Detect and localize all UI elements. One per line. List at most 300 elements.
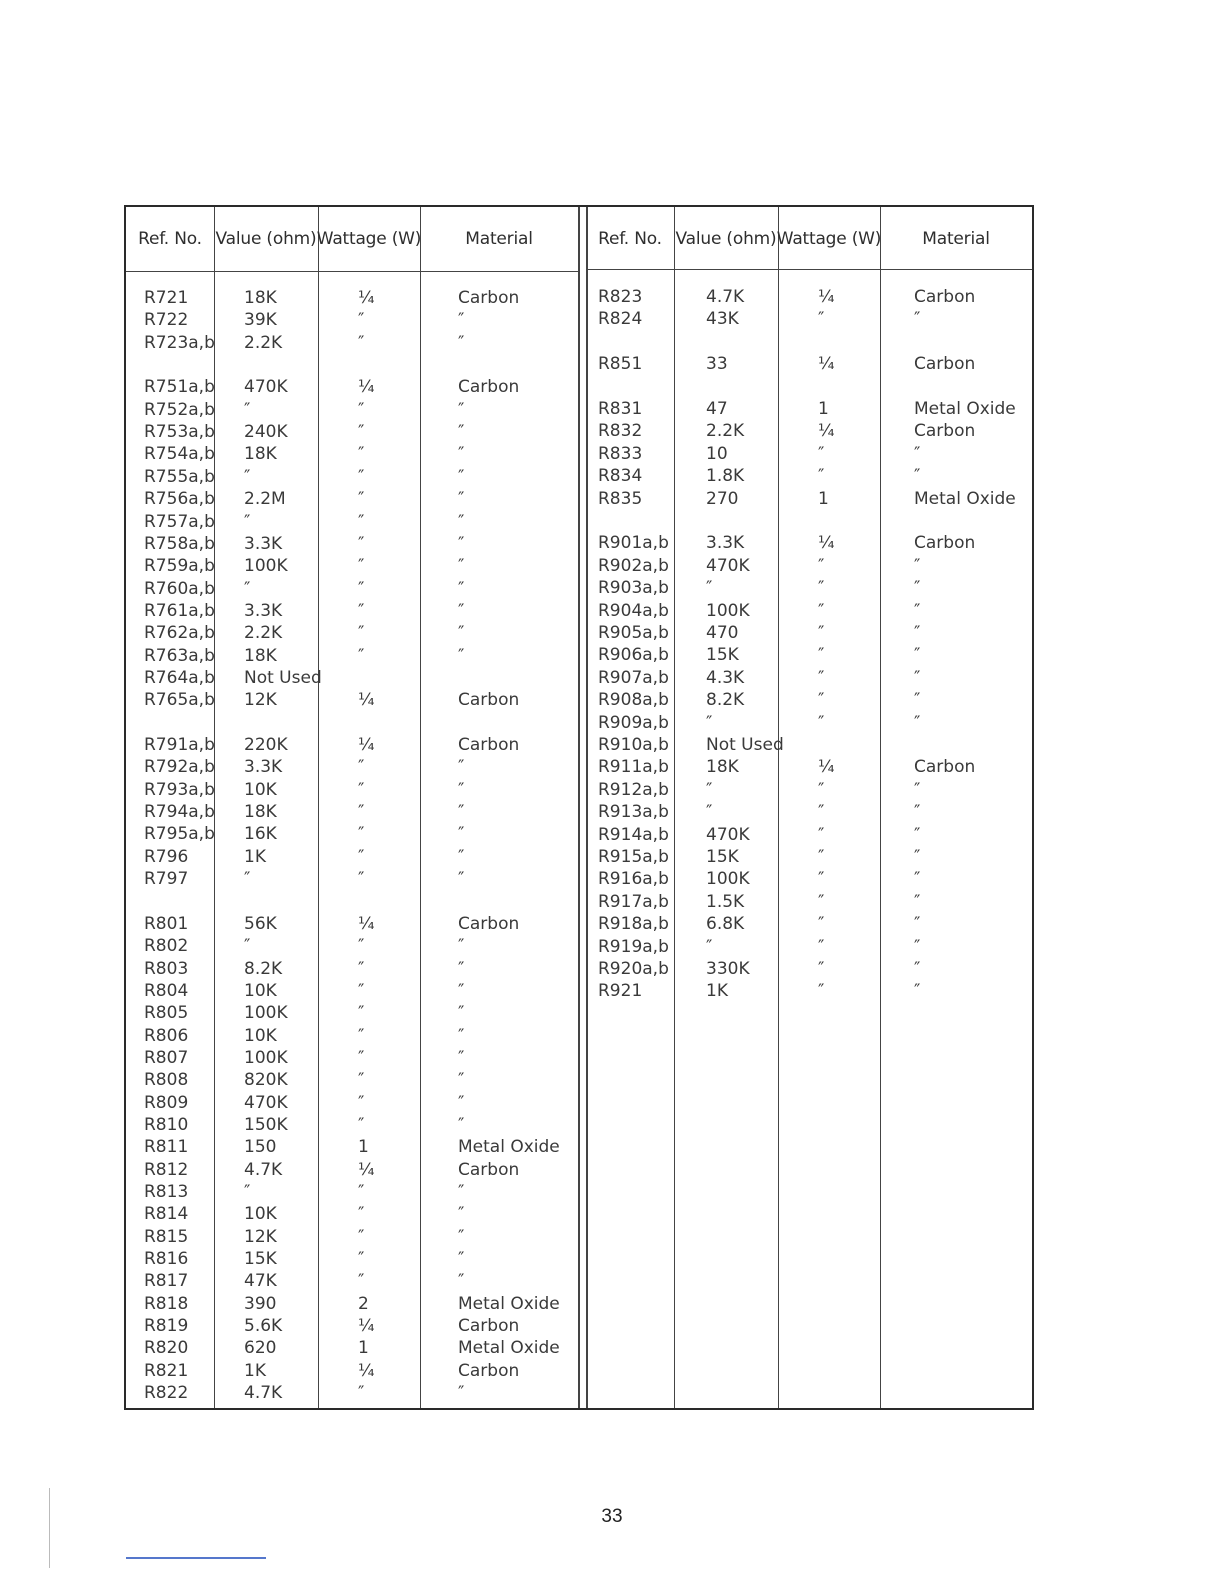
cell-material: ″ <box>458 869 465 890</box>
cell-material: ″ <box>458 1271 465 1292</box>
page-number: 33 <box>601 1506 623 1527</box>
cell-ref: R921 <box>598 981 643 1002</box>
cell-wattage: ″ <box>358 936 365 957</box>
header-ref-no: Ref. No. <box>598 229 662 249</box>
header-wattage: Wattage (W) <box>316 229 422 249</box>
header-ref-no: Ref. No. <box>138 229 202 249</box>
cell-ref: R765a,b <box>144 690 215 711</box>
cell-value: 18K <box>244 288 277 308</box>
cell-ref: R809 <box>144 1092 189 1113</box>
cell-ref: R910a,b <box>598 735 669 755</box>
cell-value: 100K <box>244 556 288 577</box>
cell-value: 12K <box>244 690 277 711</box>
cell-material: ″ <box>458 779 465 800</box>
cell-ref: R752a,b <box>144 399 215 420</box>
cell-ref: R721 <box>144 288 189 308</box>
table-body <box>126 207 1032 1408</box>
cell-material: ″ <box>458 980 465 1001</box>
cell-material: ″ <box>458 936 465 957</box>
cell-ref: R805 <box>144 1003 189 1024</box>
cell-value: 390 <box>244 1293 277 1314</box>
cell-ref: R811 <box>144 1137 189 1158</box>
cell-ref: R796 <box>144 846 189 867</box>
cell-wattage: ¼ <box>358 1316 375 1337</box>
cell-value: 470 <box>706 623 739 643</box>
cell-wattage: ¼ <box>358 288 375 308</box>
cell-wattage: ″ <box>818 891 825 912</box>
cell-material: ″ <box>458 1226 465 1247</box>
cell-ref: R920a,b <box>598 959 669 979</box>
cell-material: ″ <box>914 891 921 912</box>
cell-material: ″ <box>914 847 921 867</box>
cell-wattage: ″ <box>818 466 825 487</box>
cell-wattage: ″ <box>818 959 825 979</box>
cell-material: ″ <box>914 869 921 890</box>
cell-material: ″ <box>458 332 465 353</box>
cell-wattage: ″ <box>818 600 825 621</box>
cell-value: 15K <box>244 1249 277 1270</box>
cell-material: Metal Oxide <box>458 1137 560 1158</box>
cell-wattage: ″ <box>358 1025 365 1046</box>
cell-wattage: ¼ <box>818 287 835 307</box>
cell-wattage: ″ <box>358 958 365 979</box>
cell-value: Not Used <box>706 735 784 755</box>
cell-ref: R792a,b <box>144 757 215 778</box>
cell-value: 10 <box>706 443 728 464</box>
cell-value: 1K <box>244 1360 266 1381</box>
cell-wattage: ″ <box>818 623 825 643</box>
cell-ref: R794a,b <box>144 802 215 823</box>
cell-wattage: ″ <box>818 712 825 733</box>
cell-value: 18K <box>706 757 739 778</box>
cell-material: ″ <box>458 1182 465 1202</box>
cell-value: 10K <box>244 779 277 800</box>
cell-wattage: ″ <box>358 556 365 577</box>
cell-material: ″ <box>458 1114 465 1135</box>
cell-material: ″ <box>458 1204 465 1225</box>
cell-wattage: ¼ <box>818 757 835 778</box>
cell-value: 620 <box>244 1338 277 1359</box>
resistor-table <box>124 205 1034 1410</box>
cell-value: ″ <box>706 802 713 823</box>
cell-value: 100K <box>244 1047 288 1068</box>
cell-material: ″ <box>458 444 465 465</box>
cell-value: 4.3K <box>706 667 745 688</box>
cell-ref: R820 <box>144 1338 189 1359</box>
cell-value: 3.3K <box>706 533 745 554</box>
cell-value: 240K <box>244 422 288 443</box>
cell-wattage: ¼ <box>818 354 835 375</box>
cell-value: 5.6K <box>244 1316 283 1337</box>
cell-wattage: ″ <box>358 444 365 465</box>
cell-ref: R914a,b <box>598 824 669 845</box>
cell-ref: R905a,b <box>598 623 669 643</box>
header-value: Value (ohm) <box>215 229 317 249</box>
cell-wattage: ″ <box>358 645 365 666</box>
cell-wattage: ″ <box>358 1271 365 1292</box>
cell-material: Carbon <box>914 757 976 778</box>
cell-material: ″ <box>914 466 921 487</box>
cell-material: Carbon <box>458 1360 520 1381</box>
cell-ref: R904a,b <box>598 600 669 621</box>
cell-value: 18K <box>244 645 277 666</box>
cell-wattage: ″ <box>358 757 365 778</box>
cell-value: 8.2K <box>706 690 745 711</box>
cell-wattage: ″ <box>358 846 365 867</box>
cell-wattage: ″ <box>358 1070 365 1091</box>
cell-wattage: ″ <box>358 489 365 510</box>
cell-material: ″ <box>458 422 465 443</box>
cell-material: ″ <box>458 958 465 979</box>
cell-value: ″ <box>244 466 251 487</box>
cell-ref: R901a,b <box>598 533 669 554</box>
cell-material: ″ <box>458 824 465 845</box>
cell-ref: R909a,b <box>598 712 669 733</box>
cell-wattage: ″ <box>358 980 365 1001</box>
cell-value: ″ <box>244 578 251 599</box>
cell-wattage: ″ <box>358 533 365 554</box>
cell-ref: R822 <box>144 1383 189 1404</box>
cell-ref: R797 <box>144 869 189 890</box>
cell-material: Carbon <box>914 533 976 554</box>
cell-value: 2.2K <box>244 623 283 644</box>
cell-material: ″ <box>914 712 921 733</box>
cell-material: ″ <box>914 443 921 464</box>
cell-material: Metal Oxide <box>458 1338 560 1359</box>
cell-material: ″ <box>458 1383 465 1404</box>
cell-ref: R919a,b <box>598 936 669 957</box>
cell-material: ″ <box>458 623 465 644</box>
cell-wattage: ¼ <box>358 1360 375 1381</box>
cell-ref: R763a,b <box>144 645 215 666</box>
cell-wattage: ″ <box>818 443 825 464</box>
cell-wattage: ¼ <box>358 690 375 711</box>
cell-material: Carbon <box>458 690 520 711</box>
cell-value: 15K <box>706 847 739 867</box>
cell-ref: R751a,b <box>144 377 215 398</box>
cell-value: 47K <box>244 1271 277 1292</box>
cell-material: ″ <box>458 600 465 621</box>
cell-ref: R791a,b <box>144 735 215 755</box>
cell-value: ″ <box>244 936 251 957</box>
cell-ref: R795a,b <box>144 824 215 845</box>
cell-value: ″ <box>706 578 713 599</box>
cell-ref: R834 <box>598 466 643 487</box>
cell-ref: R812 <box>144 1159 189 1180</box>
cell-material: ″ <box>914 779 921 800</box>
cell-value: 1.8K <box>706 466 745 487</box>
cell-material: ″ <box>914 645 921 666</box>
cell-material: Metal Oxide <box>914 488 1016 509</box>
cell-wattage: ″ <box>358 310 365 331</box>
header-value: Value (ohm) <box>675 229 777 249</box>
cell-wattage: ¼ <box>358 913 375 934</box>
cell-ref: R758a,b <box>144 533 215 554</box>
header-material: Material <box>922 229 990 249</box>
cell-wattage: 1 <box>818 488 829 509</box>
cell-value: 270 <box>706 488 739 509</box>
cell-ref: R813 <box>144 1182 189 1202</box>
cell-ref: R804 <box>144 980 189 1001</box>
cell-material: ″ <box>914 309 921 330</box>
cell-material: ″ <box>914 600 921 621</box>
cell-value: 470K <box>244 377 288 398</box>
cell-material: ″ <box>458 1025 465 1046</box>
cell-value: 18K <box>244 444 277 465</box>
cell-ref: R912a,b <box>598 779 669 800</box>
cell-value: 18K <box>244 802 277 823</box>
cell-value: 2.2M <box>244 489 286 510</box>
cell-value: 2.2K <box>244 332 283 353</box>
cell-wattage: ″ <box>818 847 825 867</box>
scan-underline <box>126 1557 266 1559</box>
cell-wattage: ″ <box>358 779 365 800</box>
cell-material: ″ <box>458 757 465 778</box>
cell-ref: R807 <box>144 1047 189 1068</box>
cell-wattage: ″ <box>818 555 825 576</box>
cell-ref: R759a,b <box>144 556 215 577</box>
cell-material: Carbon <box>914 421 976 442</box>
cell-material: Carbon <box>458 1159 520 1180</box>
cell-value: ″ <box>706 936 713 957</box>
cell-material: Carbon <box>458 735 520 755</box>
cell-wattage: ″ <box>358 623 365 644</box>
cell-value: ″ <box>244 399 251 420</box>
cell-ref: R915a,b <box>598 847 669 867</box>
cell-wattage: ″ <box>358 511 365 532</box>
cell-wattage: ″ <box>358 600 365 621</box>
cell-material: ″ <box>914 555 921 576</box>
cell-material: ″ <box>458 1070 465 1091</box>
cell-material: ″ <box>458 1003 465 1024</box>
cell-value: 3.3K <box>244 533 283 554</box>
cell-wattage: ″ <box>818 690 825 711</box>
cell-ref: R761a,b <box>144 600 215 621</box>
cell-value: 820K <box>244 1070 288 1091</box>
cell-ref: R801 <box>144 913 189 934</box>
cell-wattage: ″ <box>358 578 365 599</box>
cell-material: ″ <box>458 489 465 510</box>
cell-wattage: ″ <box>818 869 825 890</box>
cell-ref: R755a,b <box>144 466 215 487</box>
cell-wattage: ″ <box>358 1092 365 1113</box>
header-wattage: Wattage (W) <box>776 229 882 249</box>
cell-wattage: ″ <box>358 1047 365 1068</box>
cell-material: Metal Oxide <box>458 1293 560 1314</box>
cell-value: 100K <box>706 600 750 621</box>
cell-ref: R802 <box>144 936 189 957</box>
cell-wattage: 2 <box>358 1293 369 1314</box>
cell-ref: R756a,b <box>144 489 215 510</box>
cell-ref: R831 <box>598 399 643 419</box>
cell-ref: R815 <box>144 1226 189 1247</box>
cell-ref: R754a,b <box>144 444 215 465</box>
cell-wattage: ″ <box>358 399 365 420</box>
cell-wattage: 1 <box>818 399 829 419</box>
cell-value: 43K <box>706 309 739 330</box>
cell-value: 56K <box>244 913 277 934</box>
cell-wattage: ″ <box>358 1249 365 1270</box>
cell-material: ″ <box>914 578 921 599</box>
cell-value: 4.7K <box>244 1159 283 1180</box>
cell-value: 470K <box>244 1092 288 1113</box>
cell-wattage: ″ <box>358 332 365 353</box>
cell-wattage: ″ <box>818 667 825 688</box>
cell-value: 3.3K <box>244 600 283 621</box>
cell-ref: R806 <box>144 1025 189 1046</box>
cell-ref: R819 <box>144 1316 189 1337</box>
cell-ref: R823 <box>598 287 643 307</box>
cell-ref: R757a,b <box>144 511 215 532</box>
cell-wattage: ″ <box>818 779 825 800</box>
cell-wattage: ″ <box>818 578 825 599</box>
cell-wattage: ″ <box>358 869 365 890</box>
cell-value: ″ <box>244 511 251 532</box>
cell-ref: R803 <box>144 958 189 979</box>
cell-ref: R902a,b <box>598 555 669 576</box>
cell-material: ″ <box>914 959 921 979</box>
cell-wattage: ¼ <box>818 533 835 554</box>
cell-wattage: ″ <box>358 422 365 443</box>
cell-wattage: ″ <box>818 914 825 935</box>
cell-value: 10K <box>244 1204 277 1225</box>
cell-ref: R793a,b <box>144 779 215 800</box>
cell-wattage: ″ <box>818 309 825 330</box>
cell-material: ″ <box>458 466 465 487</box>
cell-wattage: ″ <box>358 1003 365 1024</box>
cell-value: 1.5K <box>706 891 745 912</box>
cell-ref: R762a,b <box>144 623 215 644</box>
cell-material: ″ <box>458 1092 465 1113</box>
cell-wattage: ″ <box>818 981 825 1002</box>
cell-material: ″ <box>458 556 465 577</box>
cell-ref: R722 <box>144 310 189 331</box>
cell-material: ″ <box>914 824 921 845</box>
cell-wattage: ″ <box>358 1114 365 1135</box>
cell-wattage: 1 <box>358 1137 369 1158</box>
cell-ref: R835 <box>598 488 643 509</box>
cell-ref: R824 <box>598 309 643 330</box>
cell-material: ″ <box>458 1047 465 1068</box>
cell-wattage: ″ <box>818 936 825 957</box>
cell-value: ″ <box>244 869 251 890</box>
cell-wattage: ″ <box>818 802 825 823</box>
cell-value: 2.2K <box>706 421 745 442</box>
cell-value: 4.7K <box>244 1383 283 1404</box>
cell-value: 1K <box>706 981 728 1002</box>
cell-value: 33 <box>706 354 728 375</box>
cell-ref: R918a,b <box>598 914 669 935</box>
cell-ref: R833 <box>598 443 643 464</box>
cell-material: ″ <box>458 645 465 666</box>
cell-value: 8.2K <box>244 958 283 979</box>
cell-value: 10K <box>244 1025 277 1046</box>
cell-value: 100K <box>706 869 750 890</box>
cell-material: Carbon <box>458 913 520 934</box>
cell-material: ″ <box>914 667 921 688</box>
cell-value: ″ <box>706 712 713 733</box>
cell-ref: R821 <box>144 1360 189 1381</box>
cell-value: 150 <box>244 1137 277 1158</box>
cell-ref: R906a,b <box>598 645 669 666</box>
cell-material: ″ <box>458 1249 465 1270</box>
cell-material: ″ <box>458 802 465 823</box>
cell-material: ″ <box>458 511 465 532</box>
cell-ref: R907a,b <box>598 667 669 688</box>
cell-ref: R911a,b <box>598 757 669 778</box>
cell-value: 150K <box>244 1114 288 1135</box>
cell-value: 10K <box>244 980 277 1001</box>
cell-material: ″ <box>914 623 921 643</box>
cell-value: 47 <box>706 399 728 419</box>
cell-value: 330K <box>706 959 750 979</box>
cell-wattage: ″ <box>358 824 365 845</box>
cell-ref: R908a,b <box>598 690 669 711</box>
cell-ref: R760a,b <box>144 578 215 599</box>
cell-material: Carbon <box>914 287 976 307</box>
cell-value: 470K <box>706 555 750 576</box>
cell-ref: R916a,b <box>598 869 669 890</box>
cell-value: 470K <box>706 824 750 845</box>
cell-material: ″ <box>914 690 921 711</box>
cell-wattage: ″ <box>358 1226 365 1247</box>
cell-ref: R903a,b <box>598 578 669 599</box>
cell-wattage: ¼ <box>358 735 375 755</box>
cell-wattage: ″ <box>358 1383 365 1404</box>
cell-value: 16K <box>244 824 277 845</box>
cell-material: Carbon <box>914 354 976 375</box>
cell-material: Metal Oxide <box>914 399 1016 419</box>
cell-material: Carbon <box>458 288 520 308</box>
cell-material: ″ <box>458 846 465 867</box>
cell-material: ″ <box>914 936 921 957</box>
cell-ref: R816 <box>144 1249 189 1270</box>
cell-ref: R810 <box>144 1114 189 1135</box>
cell-value: 12K <box>244 1226 277 1247</box>
cell-ref: R917a,b <box>598 891 669 912</box>
cell-wattage: ″ <box>358 802 365 823</box>
cell-ref: R817 <box>144 1271 189 1292</box>
cell-ref: R818 <box>144 1293 189 1314</box>
cell-value: 15K <box>706 645 739 666</box>
cell-value: 3.3K <box>244 757 283 778</box>
scan-mark <box>49 1488 50 1568</box>
cell-material: ″ <box>458 578 465 599</box>
cell-ref: R832 <box>598 421 643 442</box>
cell-material: ″ <box>458 533 465 554</box>
cell-ref: R808 <box>144 1070 189 1091</box>
cell-value: 1K <box>244 846 266 867</box>
cell-value: 4.7K <box>706 287 745 307</box>
cell-ref: R764a,b <box>144 667 215 688</box>
cell-material: ″ <box>914 914 921 935</box>
cell-value: Not Used <box>244 667 322 688</box>
cell-value: 39K <box>244 310 277 331</box>
cell-wattage: ¼ <box>358 1159 375 1180</box>
cell-wattage: 1 <box>358 1338 369 1359</box>
cell-material: ″ <box>914 802 921 823</box>
cell-material: Carbon <box>458 377 520 398</box>
cell-wattage: ″ <box>358 1204 365 1225</box>
cell-wattage: ″ <box>818 824 825 845</box>
cell-ref: R851 <box>598 354 643 375</box>
cell-wattage: ¼ <box>818 421 835 442</box>
cell-value: 100K <box>244 1003 288 1024</box>
cell-ref: R753a,b <box>144 422 215 443</box>
cell-material: Carbon <box>458 1316 520 1337</box>
cell-wattage: ″ <box>358 1182 365 1202</box>
cell-wattage: ¼ <box>358 377 375 398</box>
